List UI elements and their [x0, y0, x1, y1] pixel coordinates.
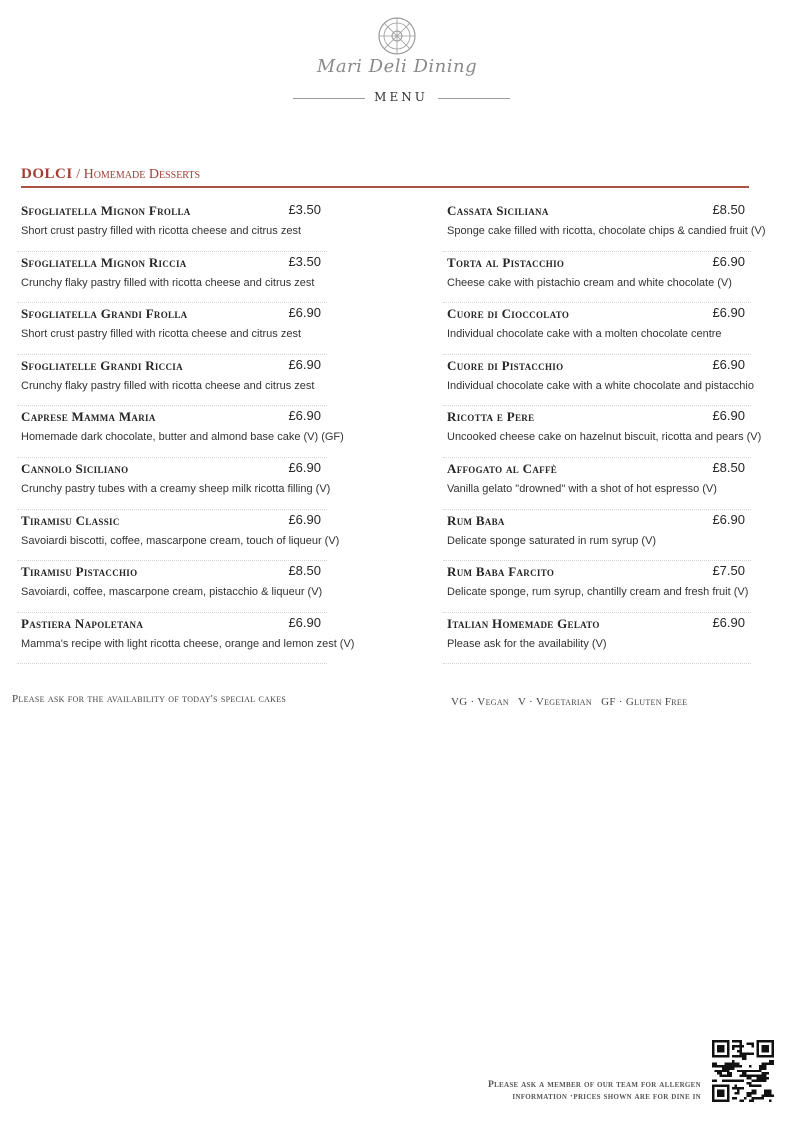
- item-name: Cuore di Pistacchio: [447, 357, 564, 373]
- menu-column-right: [443, 200, 766, 664]
- menu-item: [443, 561, 751, 613]
- item-name: Rum Baba: [447, 512, 505, 528]
- menu-item: [443, 406, 762, 458]
- menu-item: [17, 406, 344, 458]
- menu-item: [17, 613, 355, 665]
- item-price: £6.90: [288, 614, 321, 630]
- menu-item: [17, 458, 331, 510]
- section-divider: [21, 186, 749, 188]
- item-description: Crunchy pastry tubes with a creamy sheep milk ricotta filling (V): [21, 482, 331, 495]
- item-name: Sfogliatelle Grandi Riccia: [21, 357, 183, 373]
- item-price: £3.50: [288, 202, 321, 217]
- item-description: Please ask for the availability (V): [447, 637, 607, 650]
- menu-item: [17, 200, 327, 252]
- item-name: Torta al Pistacchio: [447, 254, 565, 270]
- item-description: Mamma's recipe with light ricotta cheese, orange and lemon zest (V): [21, 637, 355, 650]
- menu-item: [17, 561, 327, 613]
- menu-column-left: [17, 200, 355, 664]
- header: [0, 16, 794, 77]
- item-price: £8.50: [288, 563, 321, 579]
- item-description: Crunchy flaky pastry filled with ricotta cheese and citrus zest: [21, 379, 315, 392]
- qr-code-icon[interactable]: [712, 1040, 774, 1102]
- item-price: £6.90: [712, 614, 745, 630]
- item-name: Cassata Siciliana: [447, 203, 549, 218]
- item-description: Short crust pastry filled with ricotta cheese and citrus zest: [21, 225, 302, 237]
- item-price: £8.50: [712, 202, 745, 217]
- item-name: Cuore di Cioccolato: [447, 306, 570, 322]
- item-price: £6.90: [288, 356, 321, 372]
- brand-name: Mari Deli Dining: [316, 56, 478, 77]
- menu-item: [443, 303, 751, 355]
- item-description: Crunchy flaky pastry filled with ricotta cheese and citrus zest: [21, 276, 315, 289]
- item-description: Individual chocolate cake with a molten chocolate centre: [447, 328, 722, 341]
- item-name: Caprese Mamma Maria: [21, 409, 156, 425]
- item-name: Ricotta e Pere: [447, 409, 535, 425]
- item-price: £6.90: [712, 305, 745, 321]
- item-name: Sfogliatella Mignon Frolla: [21, 203, 191, 218]
- menu-item: [443, 510, 751, 562]
- menu-item: [443, 613, 751, 665]
- section-title-main: DOLCI: [21, 166, 73, 182]
- item-name: Tiramisu Classic: [21, 512, 120, 528]
- menu-item: [443, 200, 766, 252]
- item-price: £3.50: [288, 253, 321, 269]
- item-price: £6.90: [712, 253, 745, 269]
- menu-item: [17, 303, 327, 355]
- menu-item: [443, 458, 751, 510]
- item-name: Cannolo Siciliano: [21, 460, 129, 476]
- menu-label: MENU: [374, 90, 428, 104]
- item-name: Affogato al Caffè: [447, 460, 558, 476]
- item-name: Sfogliatella Grandi Frolla: [21, 306, 188, 322]
- item-description: Uncooked cheese cake on hazelnut biscuit, ricotta and pears (V): [447, 431, 762, 444]
- item-price: £8.50: [712, 459, 745, 475]
- item-price: £6.90: [712, 511, 745, 527]
- logo-medallion-icon: [377, 16, 417, 56]
- item-description: Cheese cake with pistachio cream and white chocolate (V): [447, 276, 732, 289]
- special-cakes-note: Please ask for the availability of today's special cakes: [12, 693, 287, 705]
- section-title: [21, 166, 200, 183]
- menu-heading: [0, 90, 794, 106]
- item-price: £6.90: [712, 356, 745, 372]
- allergen-note-line2: information ·prices shown are for dine in: [512, 1092, 701, 1102]
- item-name: Pastiera Napoletana: [21, 615, 144, 631]
- item-description: Sponge cake filled with ricotta, chocolate chips & candied fruit (V): [447, 225, 766, 237]
- menu-divider-right: [438, 98, 510, 99]
- item-description: Individual chocolate cake with a white chocolate and pistacchio: [447, 379, 754, 392]
- allergen-note-line1: Please ask a member of our team for allergen: [487, 1080, 701, 1090]
- item-description: Homemade dark chocolate, butter and almond base cake (V) (GF): [21, 431, 344, 444]
- menu-item: [443, 355, 754, 407]
- item-name: Italian Homemade Gelato: [447, 615, 600, 631]
- item-description: Short crust pastry filled with ricotta cheese and citrus zest: [21, 328, 302, 341]
- item-price: £6.90: [288, 305, 321, 321]
- menu-item: [17, 252, 327, 304]
- item-price: £6.90: [288, 511, 321, 527]
- item-price: £6.90: [288, 408, 321, 424]
- allergen-note: [401, 1079, 701, 1103]
- item-price: £6.90: [712, 408, 745, 424]
- menu-item: [17, 355, 327, 407]
- item-name: Rum Baba Farcito: [447, 564, 555, 580]
- section-subtitle: / Homemade Desserts: [72, 167, 201, 182]
- menu-item: [443, 252, 751, 304]
- item-price: £7.50: [712, 563, 745, 579]
- item-description: Delicate sponge, rum syrup, chantilly cream and fresh fruit (V): [447, 586, 749, 599]
- menu-divider-left: [293, 98, 365, 99]
- item-name: Tiramisu Pistacchio: [21, 564, 138, 580]
- item-description: Savoiardi, coffee, mascarpone cream, pistacchio & liqueur (V): [21, 586, 323, 599]
- menu-item: [17, 510, 340, 562]
- item-name: Sfogliatella Mignon Riccia: [21, 254, 187, 270]
- item-price: £6.90: [288, 459, 321, 475]
- item-description: Vanilla gelato "drowned" with a shot of hot espresso (V): [447, 482, 717, 495]
- item-description: Delicate sponge saturated in rum syrup (V): [447, 534, 657, 547]
- item-description: Savoiardi biscotti, coffee, mascarpone cream, touch of liqueur (V): [21, 534, 340, 547]
- dietary-legend: VG · Vegan V · Vegetarian GF · Gluten Free: [451, 696, 688, 708]
